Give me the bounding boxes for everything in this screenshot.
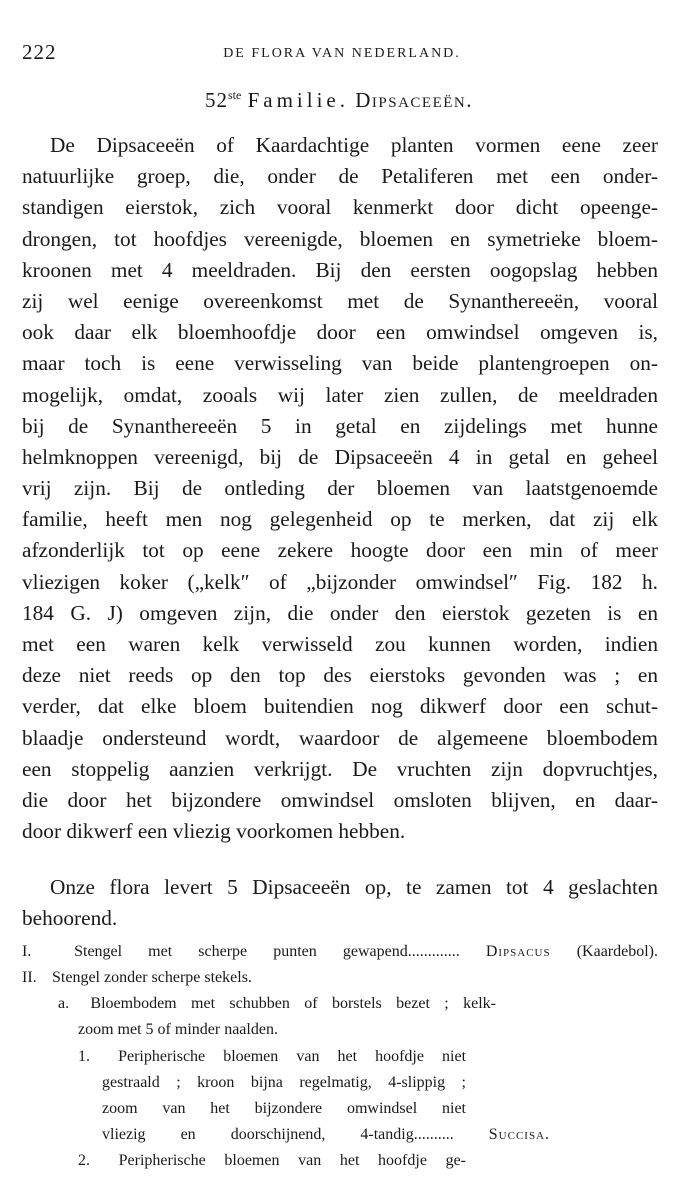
paragraph-line: ook daar elk bloemhoofdje door een omwindsel omgeven is, bbox=[22, 320, 658, 345]
paragraph-line: helmknoppen vereenigd, bij de Dipsaceeën 4 in getal en geheel bbox=[22, 444, 658, 469]
key-text: vliezig en doorschijnend, 4-tandig.......... bbox=[102, 1126, 454, 1143]
key-entry bbox=[78, 1018, 278, 1042]
paragraph-line: familie, heeft men nog gelegenheid op te merken, dat zij elk bbox=[22, 507, 658, 532]
paragraph-line: De Dipsaceeën of Kaardachtige planten vormen eene zeer bbox=[50, 133, 658, 157]
key-entry bbox=[58, 992, 496, 1016]
key-text: Stengel zonder scherpe stekels. bbox=[52, 969, 252, 986]
paragraph-line: een stoppelig aanzien verkrijgt. De vruchten zijn dopvruchtjes, bbox=[22, 756, 658, 781]
paragraph-line: behoorend. bbox=[22, 906, 118, 931]
key-entry bbox=[22, 966, 252, 990]
family-heading bbox=[0, 88, 678, 113]
paragraph-line: deze niet reeds op den top des eierstoks gevonden was ; en bbox=[22, 663, 658, 688]
paragraph-line: drongen, tot hoofdjes vereenigde, bloemen en symetrieke bloem- bbox=[22, 226, 658, 251]
paragraph-line: kroonen met 4 meeldraden. Bij den eersten oogopslag hebben bbox=[22, 257, 658, 282]
paragraph-line: bij de Synanthereeën 5 in getal en zijdelings met hunne bbox=[22, 413, 658, 438]
page-header bbox=[22, 36, 662, 66]
family-number-suffix: ste bbox=[227, 88, 242, 102]
key-text: Peripherische bloemen van het hoofdje niet bbox=[118, 1048, 467, 1065]
paragraph-line: verder, dat elke bloem buitendien nog dikwerf door een schut- bbox=[22, 694, 658, 719]
paragraph-line: zij wel eenige overeenkomst met de Synanthereeën, vooral bbox=[22, 288, 658, 313]
key-text: Peripherische bloemen van het hoofdje ge- bbox=[118, 1152, 467, 1169]
key-taxon: Dipsacus bbox=[485, 943, 551, 960]
key-number: I. bbox=[22, 943, 32, 960]
key-text: gestraald ; kroon bijna regelmatig, 4-slippig ; bbox=[102, 1074, 466, 1091]
paragraph-line: door dikwerf een vliezig voorkomen hebben. bbox=[22, 819, 406, 844]
family-name: Dipsaceeën. bbox=[355, 88, 474, 112]
key-text: Bloembodem met schubben of borstels bezet ; kelk- bbox=[90, 995, 496, 1012]
paragraph-line: mogelijk, omdat, zooals wij later zien zullen, de meeldraden bbox=[22, 382, 658, 407]
key-entry bbox=[78, 1149, 466, 1173]
key-taxon: Succisa. bbox=[488, 1126, 551, 1143]
key-number: a. bbox=[58, 995, 70, 1012]
key-number: 2. bbox=[78, 1152, 90, 1169]
key-entry bbox=[102, 1097, 466, 1121]
paragraph-line: natuurlijke groep, die, onder de Petaliferen met een onder- bbox=[22, 164, 658, 189]
key-text: zoom van het bijzondere omwindsel niet bbox=[102, 1100, 466, 1117]
paragraph-line: afzonderlijk tot op eene zekere hoogte door een min of meer bbox=[22, 538, 658, 563]
family-number: 52 bbox=[204, 88, 228, 112]
intro-paragraph bbox=[22, 130, 658, 847]
key-entry bbox=[102, 1123, 550, 1147]
running-title: DE FLORA VAN NEDERLAND. bbox=[223, 46, 461, 61]
paragraph-line: met een waren kelk verwisseld zou kunnen worden, indien bbox=[22, 632, 658, 656]
key-text: Stengel met scherpe punten gewapend............. bbox=[74, 943, 460, 960]
flora-count-paragraph bbox=[22, 872, 658, 934]
paragraph-line: maar toch is eene verwisseling van beide plantengroepen on- bbox=[22, 351, 658, 376]
paragraph-line: vrij zijn. Bij de ontleding der bloemen van laatstgenoemde bbox=[22, 476, 658, 501]
paragraph-line: die door het bijzondere omwindsel omsloten blijven, en daar- bbox=[22, 787, 658, 812]
key-entry bbox=[22, 940, 658, 964]
paragraph-line: Onze flora levert 5 Dipsaceeën op, te zamen tot 4 geslachten bbox=[50, 875, 658, 899]
key-entry bbox=[78, 1045, 466, 1069]
key-entry bbox=[102, 1071, 466, 1095]
key-text: zoom met 5 of minder naalden. bbox=[78, 1021, 278, 1038]
paragraph-line: vliezigen koker („kelk″ of „bijzonder omwindsel″ Fig. 182 h. bbox=[22, 569, 658, 594]
key-number: 1. bbox=[78, 1048, 90, 1065]
page-number: 222 bbox=[22, 40, 57, 64]
key-number: II. bbox=[22, 969, 37, 986]
paragraph-line: standigen eierstok, zich vooral kenmerkt door dicht opeenge- bbox=[22, 195, 658, 220]
paragraph-line: 184 G. J) omgeven zijn, die onder den eierstok gezeten is en bbox=[22, 600, 658, 625]
key-note: (Kaardebol). bbox=[576, 943, 658, 960]
family-word: Familie. bbox=[247, 88, 349, 112]
paragraph-line: blaadje ondersteund wordt, waardoor de algemeene bloembodem bbox=[22, 725, 658, 750]
